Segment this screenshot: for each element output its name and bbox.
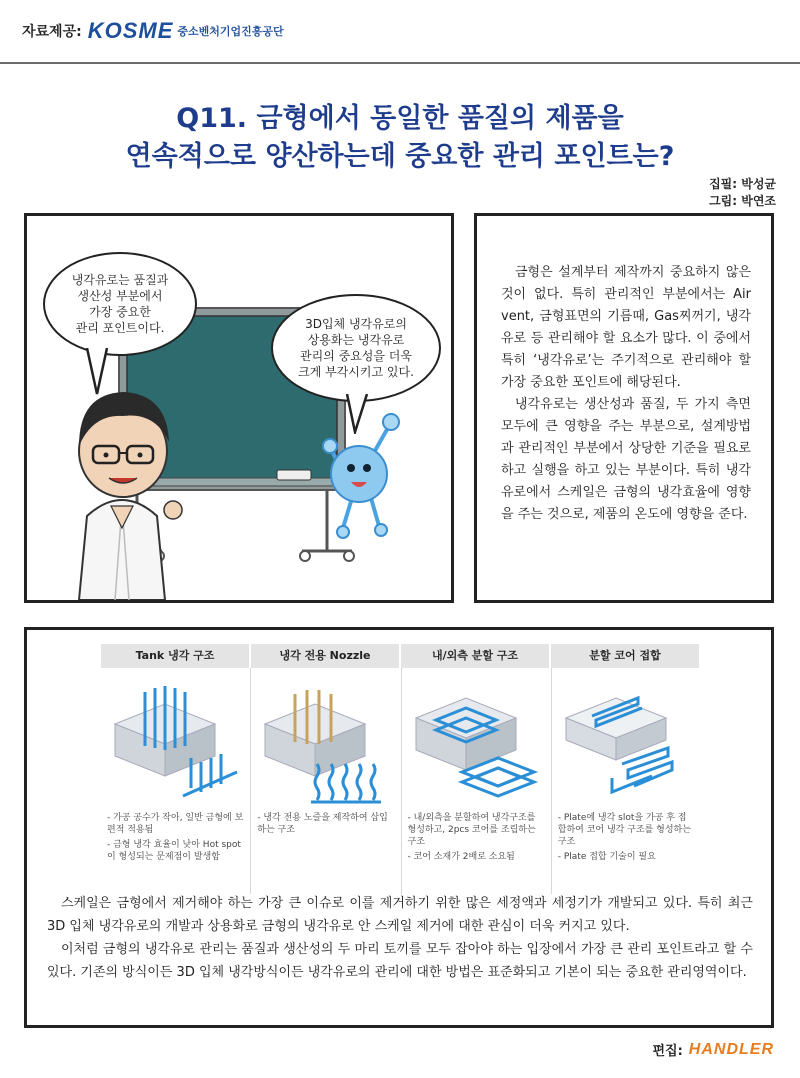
- core-cooling-diagram: [552, 668, 700, 808]
- side-paragraph-1: 금형은 설계부터 제작까지 중요하지 않은 것이 없다. 특히 관리적인 부분에서는 Air vent, 금형표면의 기름때, Gas찌꺼기, 냉각유로 등 관리해야 할 요소가 많다. 이 중에서 특히 ‘냉각유로’는 주기적으로 관리해야 할 가장 중요한 포인트에 해당된다.: [501, 265, 751, 390]
- core-note-1: - Plate에 냉각 slot을 가공 후 접합하여 코어 냉각 구조를 형성하는 구조: [557, 813, 691, 847]
- table-header-row: [101, 644, 701, 668]
- cooling-structure-table: [101, 644, 701, 894]
- tank-note-2: - 금형 냉각 효율이 낮아 Hot spot이 형성되는 문제점이 발생함: [107, 840, 241, 862]
- table-header-nozzle: 냉각 전용 Nozzle: [251, 644, 401, 668]
- nozzle-note-1: - 냉각 전용 노즐을 제작하여 삽입하는 구조: [257, 813, 388, 835]
- illustrator-credit: 그림: 박연조: [709, 194, 776, 208]
- editor-credit: [652, 1040, 774, 1059]
- source-credit: [22, 18, 284, 44]
- writer-credit: 집필: 박성균: [709, 177, 776, 191]
- tank-note-1: - 가공 공수가 작아, 일반 금형에 보편적 적용됨: [107, 813, 244, 835]
- nozzle-cooling-diagram: [251, 668, 399, 808]
- title-line-2: 연속적으로 양산하는데 중요한 관리 포인트는?: [125, 141, 675, 172]
- split-note-1: - 내/외측을 분할하여 냉각구조를 형성하고, 2pcs 코어를 조립하는 구조: [407, 813, 536, 847]
- bubble-left-text: 냉각유로는 품질과 생산성 부분에서 가장 중요한 관리 포인트이다.: [71, 273, 169, 335]
- side-text-panel: [474, 213, 774, 603]
- table-header-split: 내/외측 분할 구조: [401, 644, 551, 668]
- bubble-right-tail: [343, 394, 373, 434]
- bottom-text: [47, 892, 753, 984]
- org-name: 중소벤처기업진흥공단: [177, 25, 284, 38]
- speech-bubble-right: [271, 294, 441, 402]
- source-label: 자료제공:: [22, 24, 82, 40]
- kosme-logo: [88, 18, 284, 44]
- split-cooling-diagram: [402, 668, 550, 808]
- nozzle-notes: [251, 812, 400, 836]
- credits: [709, 176, 776, 210]
- bottom-paragraph-1: 스케일은 금형에서 제거해야 하는 가장 큰 이슈로 이를 제거하기 위한 많은 세정액과 세정기가 개발되고 있다. 특히 최근 3D 입체 냉각유로의 개발과 상용화로 금형의 냉각유로 안 스케일 제거에 대한 관심이 더욱 커지고 있다.: [47, 896, 753, 934]
- tank-cooling-diagram: [101, 668, 249, 808]
- bottom-panel: [24, 627, 774, 1028]
- table-column-core: [552, 668, 701, 894]
- logo-text: KOSME: [87, 18, 174, 43]
- table-body: [101, 668, 701, 894]
- table-column-tank: [101, 668, 251, 894]
- side-text: [501, 262, 751, 526]
- comic-panel: [24, 213, 454, 603]
- bubble-right-text: 3D입체 냉각유로의 상용화는 냉각유로 관리의 중요성을 더욱 크게 부각시키고 있다.: [298, 317, 414, 379]
- core-notes: [552, 812, 701, 863]
- side-paragraph-2: 냉각유로는 생산성과 품질, 두 가지 측면 모두에 큰 영향을 주는 부분으로, 설계방법과 관리적인 부분에서 상당한 기준을 필요로 하고 실행을 하고 있는 부분이다. 특히 냉각유로에서 스케일은 금형의 냉각효율에 영향을 주는 것으로, 제품의 온도에 영향을 준다.: [501, 397, 751, 522]
- table-column-nozzle: [251, 668, 401, 894]
- editor-name: HANDLER: [688, 1040, 774, 1058]
- tank-notes: [101, 812, 250, 863]
- bottom-paragraph-2: 이처럼 금형의 냉각유로 관리는 품질과 생산성의 두 마리 토끼를 모두 잡아야 하는 입장에서 가장 큰 관리 포인트라고 할 수 있다. 기존의 방식이든 3D 입체 냉각방식이든 냉각유로의 관리에 대한 방법은 표준화되고 기본이 되는 중요한 관리영역이다.: [47, 942, 753, 980]
- editor-label: 편집:: [652, 1044, 683, 1059]
- bubble-left-tail: [83, 348, 113, 398]
- header-divider: [0, 62, 800, 64]
- title-line-1: Q11. 금형에서 동일한 품질의 제품을: [176, 103, 624, 134]
- core-note-2: - Plate 접합 기술이 필요: [557, 852, 656, 862]
- table-column-split: [402, 668, 552, 894]
- split-notes: [402, 812, 551, 863]
- speech-bubble-left: [43, 252, 197, 356]
- table-header-tank: Tank 냉각 구조: [101, 644, 251, 668]
- table-header-core: 분할 코어 접합: [551, 644, 701, 668]
- split-note-2: - 코어 소재가 2배로 소요됨: [407, 852, 515, 862]
